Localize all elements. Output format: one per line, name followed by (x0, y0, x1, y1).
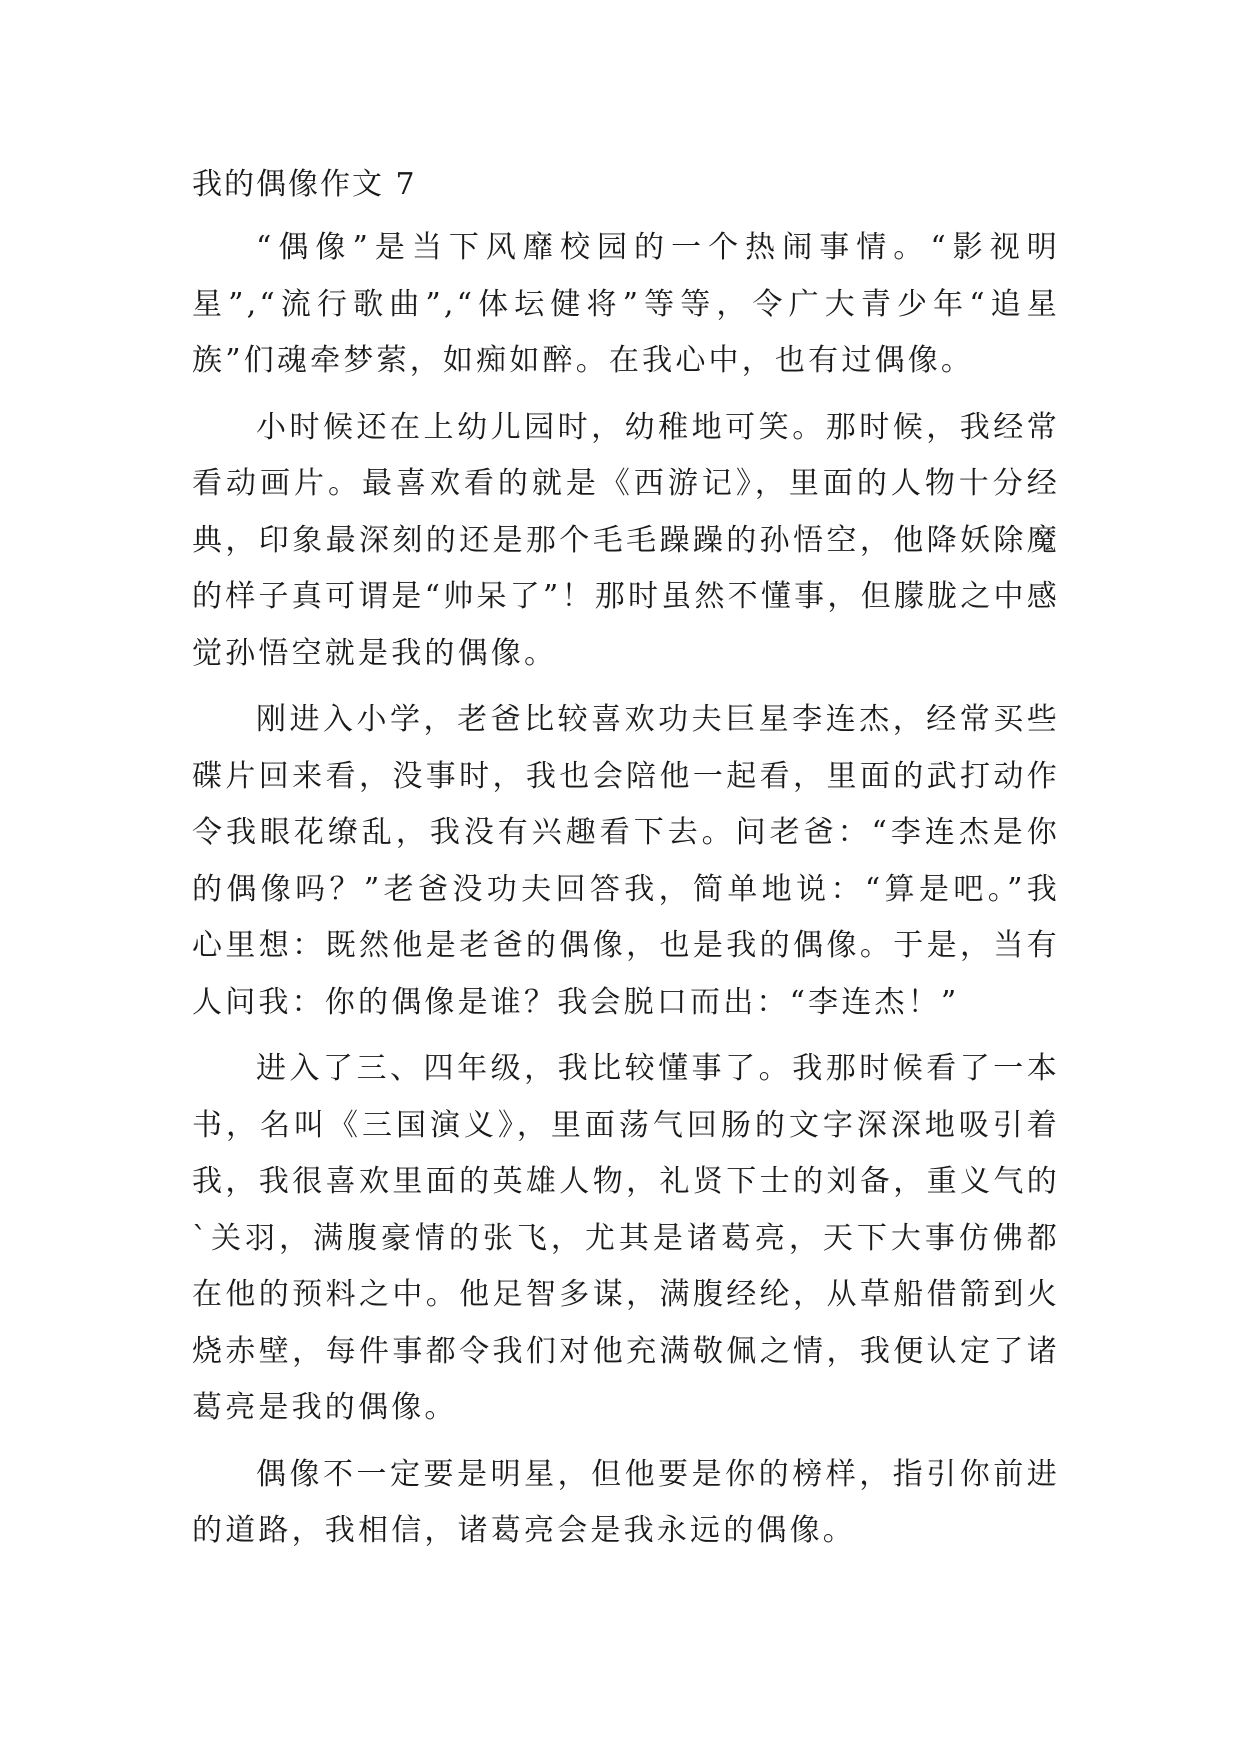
document-body (192, 160, 1060, 1570)
paragraph-1: “偶像”是当下风靡校园的一个热闹事情。“影视明星”,“流行歌曲”,“体坛健将”等等，令广大青少年“追星族”们魂牵梦萦，如痴如醉。在我心中，也有过偶像。 (192, 230, 1060, 378)
paragraph-3: 刚进入小学，老爸比较喜欢功夫巨星李连杰，经常买些碟片回来看，没事时，我也会陪他一起看，里面的武打动作令我眼花缭乱，我没有兴趣看下去。问老爸：“李连杰是你的偶像吗？”老爸没功夫回答我，简单地说：“算是吧。”我心里想：既然他是老爸的偶像，也是我的偶像。于是，当有人问我：你的偶像是谁？我会脱口而出：“李连杰！” (192, 702, 1060, 1020)
document-title: 我的偶像作文 7 (192, 167, 417, 202)
paragraph-5: 偶像不一定要是明星，但他要是你的榜样，指引你前进的道路，我相信，诸葛亮会是我永远的偶像。 (192, 1456, 1060, 1548)
paragraph-4: 进入了三、四年级，我比较懂事了。我那时候看了一本书，名叫《三国演义》，里面荡气回肠的文字深深地吸引着我，我很喜欢里面的英雄人物，礼贤下士的刘备，重义气的`关羽，满腹豪情的张飞，尤其是诸葛亮，天下大事仿佛都在他的预料之中。他足智多谋，满腹经纶，从草船借箭到火烧赤壁，每件事都令我们对他充满敬佩之情，我便认定了诸葛亮是我的偶像。 (192, 1051, 1060, 1425)
paragraph-2: 小时候还在上幼儿园时，幼稚地可笑。那时候，我经常看动画片。最喜欢看的就是《西游记》，里面的人物十分经典，印象最深刻的还是那个毛毛躁躁的孙悟空，他降妖除魔的样子真可谓是“帅呆了”！那时虽然不懂事，但朦胧之中感觉孙悟空就是我的偶像。 (192, 409, 1060, 671)
